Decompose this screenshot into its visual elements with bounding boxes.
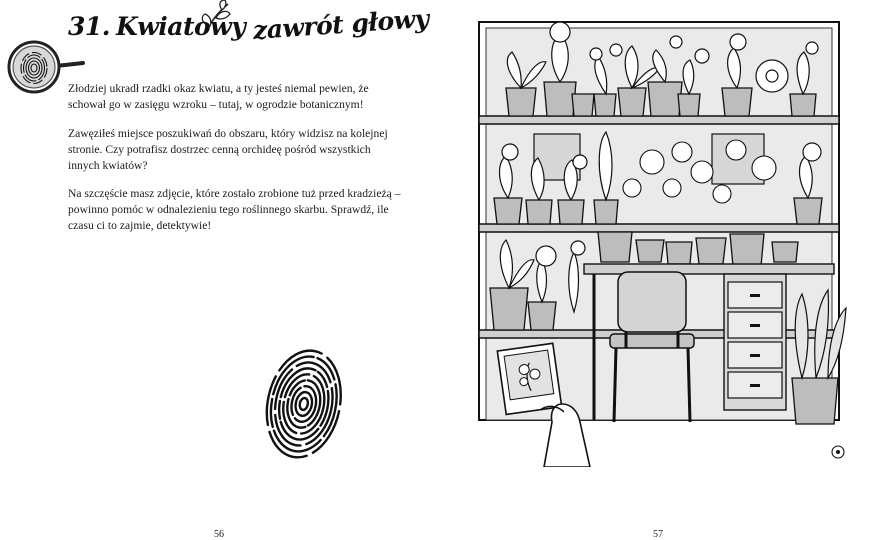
page-number-left: 56 (214, 529, 224, 540)
search-paragraph: Zawęziłeś miejsce poszukiwań do obszaru, który widzisz na kolejnej stronie. Czy potrafisz dostrzec cenną orchideę pośród wszystkich innych kwiatów? (68, 127, 388, 172)
plant-shelf-illustration (476, 12, 880, 467)
chapter-title (68, 3, 430, 46)
title-word-1: Kwiatowy (116, 12, 246, 41)
right-page (440, 0, 880, 540)
chapter-number: 31. (68, 12, 110, 41)
fingerprint-icon (258, 342, 350, 464)
title-word-2: zawrót głowy (252, 3, 430, 46)
page-number-right: 57 (653, 529, 663, 540)
intro-paragraph: Złodziej ukradł rzadki okaz kwiatu, a ty jesteś niemal pewien, że schował go w zasięgu wzroku – tutaj, w ogrodzie botanicznym! (68, 82, 369, 111)
photo-paragraph: Na szczęście masz zdjęcie, które zostało zrobione tuż przed kradzieżą – powinno pomóc w odnalezieniu tego roślinnego skarbu. Sprawdź, ile czasu ci to zajmie, detektywie! (68, 187, 401, 232)
